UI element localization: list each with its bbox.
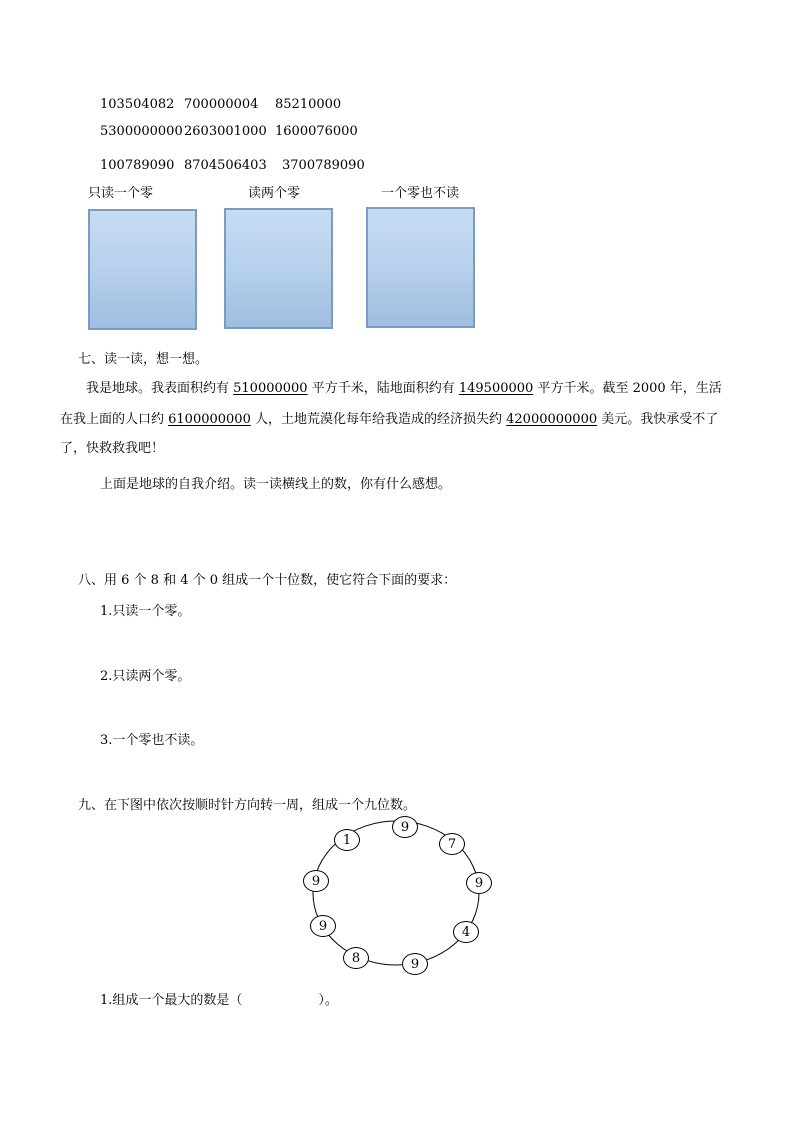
- number-item: 700000004: [184, 97, 259, 112]
- digit-node: 9: [310, 915, 336, 937]
- digit-node: 9: [303, 870, 329, 892]
- number-item: 85210000: [275, 97, 342, 112]
- section-8-item: 1.只读一个零。: [100, 604, 191, 619]
- box-label-one-zero: 只读一个零: [88, 186, 154, 201]
- section-9-title: 九、在下图中依次按顺时针方向转一周，组成一个九位数。: [78, 798, 417, 813]
- number-item: 103504082: [100, 97, 175, 112]
- section-7-paragraph: [60, 377, 736, 401]
- text-fragment: 人，土地荒漠化每年给我造成的经济损失约: [250, 412, 507, 427]
- number-item: 5300000000: [100, 124, 183, 139]
- box-label-no-zero: 一个零也不读: [381, 186, 460, 201]
- digit-node: 7: [439, 833, 465, 855]
- digit-node: 9: [392, 816, 418, 838]
- number-item: 100789090: [100, 158, 175, 173]
- text-fragment: 美元。我快承受不了: [597, 412, 719, 427]
- digit-node: 9: [466, 872, 492, 894]
- digit-node: 9: [402, 953, 428, 975]
- answer-box-two-zeros[interactable]: [224, 208, 333, 329]
- section-9-question-1: [100, 989, 338, 1008]
- digit-node: 4: [453, 921, 479, 943]
- section-7-paragraph-line3: 了，快救救我吧！: [60, 441, 165, 456]
- text-fragment: 在我上面的人口约: [60, 412, 169, 427]
- number-item: 2603001000: [184, 124, 267, 139]
- section-8-item: 3.一个零也不读。: [100, 733, 204, 748]
- underlined-value: 149500000: [458, 381, 534, 396]
- number-item: 3700789090: [282, 158, 365, 173]
- section-7-title: 七、读一读，想一想。: [78, 352, 209, 367]
- underlined-value: 510000000: [233, 381, 308, 396]
- number-item: 8704506403: [184, 158, 267, 173]
- box-label-two-zeros: 读两个零: [248, 186, 301, 201]
- digit-node: 8: [343, 947, 369, 969]
- section-8-title: 八、用 6 个 8 和 4 个 0 组成一个十位数，使它符合下面的要求：: [78, 573, 457, 588]
- text-fragment: 平方千米。截至 2000 年，生活: [533, 381, 722, 396]
- answer-box-one-zero[interactable]: [88, 209, 197, 330]
- question-text-end: ）。: [318, 993, 338, 1008]
- answer-box-no-zero[interactable]: [366, 207, 475, 328]
- text-fragment: 平方千米，陆地面积约有: [307, 381, 459, 396]
- underlined-value: 42000000000: [506, 412, 598, 427]
- question-text: 1.组成一个最大的数是（: [100, 993, 243, 1008]
- digit-node: 1: [334, 829, 360, 851]
- underlined-value: 6100000000: [168, 412, 251, 427]
- section-7-question: 上面是地球的自我介绍。读一读横线上的数，你有什么感想。: [100, 477, 452, 492]
- number-item: 1600076000: [275, 124, 358, 139]
- section-7-paragraph-line2: [60, 408, 736, 432]
- text-fragment: 我是地球。我表面积约有: [86, 381, 234, 396]
- section-8-item: 2.只读两个零。: [100, 669, 191, 684]
